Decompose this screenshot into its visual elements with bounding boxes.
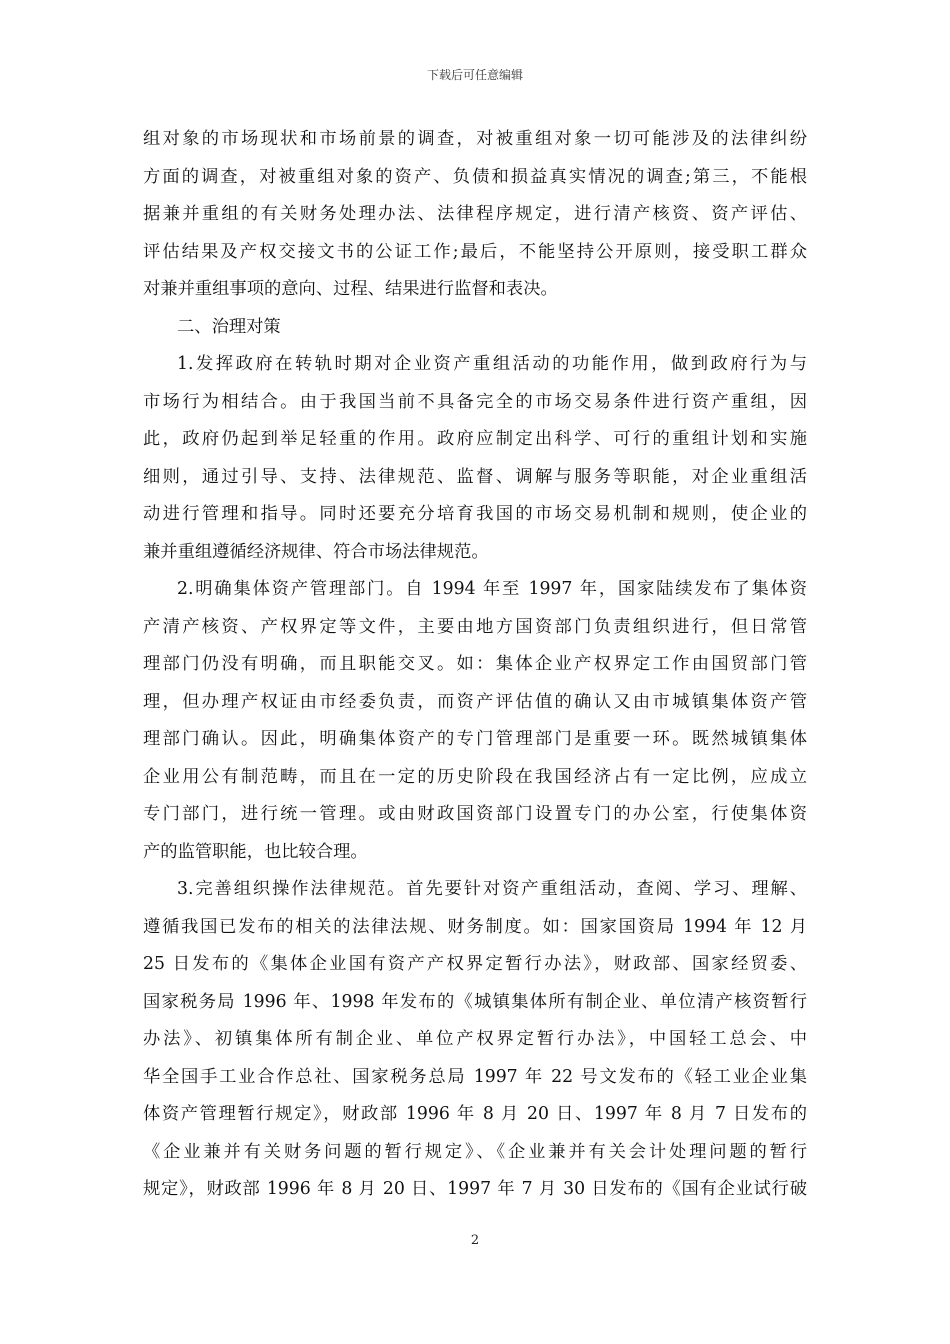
text-line: 此，政府仍起到举足轻重的作用。政府应制定出科学、可行的重组计划和实施: [143, 429, 807, 449]
text-line: 华全国手工业合作总社、国家税务总局 1997 年 22 号文发布的《轻工业企业集: [143, 1066, 807, 1087]
text-line: 产清产核资、产权界定等文件，主要由地方国资部门负责组织进行，但日常管: [143, 616, 807, 637]
text-line: 理，但办理产权证由市经委负责，而资产评估值的确认又由市城镇集体资产管: [143, 691, 807, 712]
text-line: 《企业兼并有关财务问题的暂行规定》、《企业兼并有关会计处理问题的暂行: [143, 1141, 807, 1162]
text-line: 办法》、初镇集体所有制企业、单位产权界定暂行办法》，中国轻工总会、中: [143, 1029, 807, 1049]
text-line: 国家税务局 1996 年、1998 年发布的《城镇集体所有制企业、单位清产核资暂行: [143, 991, 807, 1012]
page-number: [0, 1233, 950, 1249]
text-line: 规定》，财政部 1996 年 8 月 20 日、1997 年 7 月 30 日发布的《国有企业试行破: [143, 1179, 807, 1199]
text-line: 理部门仍没有明确，而且职能交叉。如：集体企业产权界定工作由国贸部门管: [143, 654, 807, 674]
text-line: 3.完善组织操作法律规范。首先要针对资产重组活动，查阅、学习、理解、: [177, 879, 807, 899]
document-body: [143, 121, 807, 1209]
text-line: 产的监管职能，也比较合理。: [143, 841, 368, 862]
text-line: 专门部门，进行统一管理。或由财政国资部门设置专门的办公室，行使集体资: [143, 804, 807, 824]
text-line: 据兼并重组的有关财务处理办法、法律程序规定，进行清产核资、资产评估、: [143, 204, 807, 224]
text-line: 动进行管理和指导。同时还要充分培育我国的市场交易机制和规则，使企业的: [143, 504, 807, 524]
text-line: 遵循我国已发布的相关的法律法规、财务制度。如：国家国资局 1994 年 12 月: [143, 916, 807, 937]
text-line: 1.发挥政府在转轨时期对企业资产重组活动的功能作用，做到政府行为与: [177, 354, 807, 374]
text-line: 25 日发布的《集体企业国有资产产权界定暂行办法》，财政部、国家经贸委、: [143, 954, 807, 974]
page-number-text: 2: [470, 1233, 480, 1248]
page-header: [0, 68, 950, 82]
text-line: 企业用公有制范畴，而且在一定的历史阶段在我国经济占有一定比例，应成立: [143, 766, 807, 787]
text-line: 体资产管理暂行规定》，财政部 1996 年 8 月 20 日、1997 年 8 月 7 日发布的: [143, 1104, 807, 1124]
text-line: 理部门确认。因此，明确集体资产的专门管理部门是重要一环。既然城镇集体: [143, 729, 807, 749]
text-line: 市场行为相结合。由于我国当前不具备完全的市场交易条件进行资产重组，因: [143, 391, 807, 412]
text-line: 二、治理对策: [177, 316, 281, 337]
text-line: 对兼并重组事项的意向、过程、结果进行监督和表决。: [143, 279, 558, 299]
text-line: 2.明确集体资产管理部门。自 1994 年至 1997 年，国家陆续发布了集体资: [177, 579, 807, 599]
text-line: 兼并重组遵循经济规律、符合市场法律规范。: [143, 541, 489, 562]
header-note: 下载后可任意编辑: [426, 68, 523, 82]
text-line: 评估结果及产权交接文书的公证工作;最后，不能坚持公开原则，接受职工群众: [143, 241, 807, 262]
text-line: 组对象的市场现状和市场前景的调查，对被重组对象一切可能涉及的法律纠纷: [143, 129, 807, 149]
text-line: 细则，通过引导、支持、法律规范、监督、调解与服务等职能，对企业重组活: [143, 466, 807, 487]
text-line: 方面的调查，对被重组对象的资产、负债和损益真实情况的调查;第三，不能根: [143, 166, 807, 187]
